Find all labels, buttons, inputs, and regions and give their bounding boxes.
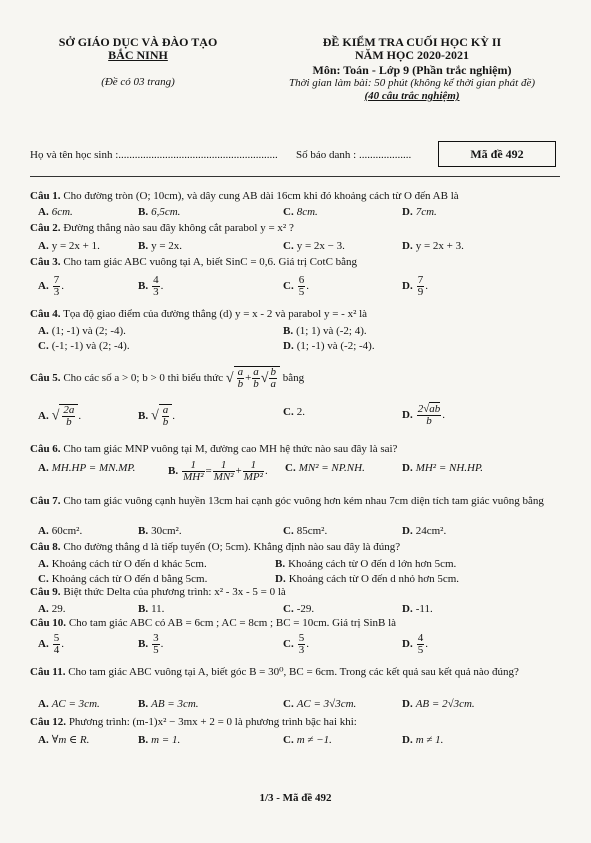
- department-name: SỞ GIÁO DỤC VÀ ĐÀO TẠO: [58, 35, 218, 49]
- option-b[interactable]: B. 11.: [138, 603, 165, 615]
- question-text: Cho tam giác ABC có AB = 6cm ; AC = 8cm ; BC = 10cm. Giá trị SinB là: [68, 617, 397, 629]
- option-b[interactable]: B. √ $\frac{a}{b}$ .: [138, 404, 176, 428]
- question-3: Câu 3. Cho tam giác ABC vuông tại A, biết SinC = 0,6. Giá trị CotC bằng: [30, 256, 358, 268]
- question-9: Câu 9. Biệt thức Delta của phương trình: x² - 3x - 5 = 0 là: [30, 586, 286, 598]
- option-c[interactable]: C. 85cm².: [283, 525, 328, 537]
- option-c[interactable]: C. MN² = NP.NH.: [285, 462, 365, 474]
- option-b[interactable]: B. y = 2x.: [138, 240, 183, 252]
- option-b[interactable]: B. AB = 3cm.: [138, 698, 199, 710]
- page-count-note: (Đề có 03 trang): [101, 76, 175, 88]
- option-c[interactable]: C. y = 2x − 3.: [283, 240, 345, 252]
- option-d[interactable]: D. m ≠ 1.: [402, 734, 444, 746]
- question-text: Cho các số a > 0; b > 0 thì biểu thức: [63, 372, 224, 385]
- answers-7: [30, 523, 570, 541]
- question-1: [30, 190, 570, 203]
- answers-3: [30, 275, 570, 301]
- question-text: Biệt thức Delta của phương trình: x² - 3x - 5 = 0 là: [63, 586, 286, 598]
- option-b[interactable]: B. 6,5cm.: [138, 206, 181, 218]
- option-c[interactable]: C. AC = 3√3cm.: [283, 698, 357, 710]
- header-divider: [30, 176, 560, 177]
- question-text: Cho đường thẳng d là tiếp tuyến (O; 5cm). Khẳng định nào sau đây là đúng?: [63, 541, 401, 553]
- question-text: Cho đường tròn (O; 10cm), và dây cung AB dài 16cm khi đó khoảng cách từ O đến AB là: [63, 190, 459, 202]
- school-header: [38, 36, 238, 89]
- exam-title: ĐỀ KIỂM TRA CUỐI HỌC KỲ II: [322, 35, 502, 49]
- province-name: BẮC NINH: [108, 48, 168, 62]
- option-a[interactable]: A. ∀m ∈ R.: [38, 734, 90, 746]
- option-c[interactable]: C. 8cm.: [283, 206, 318, 218]
- option-b[interactable]: B. 30cm².: [138, 525, 182, 537]
- option-d[interactable]: D. $\frac{2√ab}{b}$ .: [402, 403, 445, 427]
- option-c[interactable]: C. 2.: [283, 406, 305, 418]
- option-a[interactable]: A. 6cm.: [38, 206, 73, 218]
- option-d[interactable]: D. (1; -1) và (-2; -4).: [283, 340, 375, 352]
- student-info-row: [30, 141, 560, 167]
- option-a[interactable]: A. $\frac{5}{4}$ .: [38, 632, 64, 656]
- option-a[interactable]: A. MH.HP = MN.MP.: [38, 462, 136, 474]
- option-c[interactable]: C. m ≠ −1.: [283, 734, 332, 746]
- answers-6: [30, 460, 570, 486]
- exam-header: [262, 36, 562, 103]
- option-a[interactable]: A. 29.: [38, 603, 66, 615]
- duration-line: Thời gian làm bài: 50 phút (không kể thời gian phát đề): [288, 77, 536, 89]
- option-c[interactable]: C. $\frac{6}{5}$ .: [283, 274, 309, 298]
- question-text: Cho tam giác MNP vuông tại M, đường cao MH hệ thức nào sau đây là sai?: [63, 443, 398, 455]
- option-d[interactable]: D. MH² = NH.HP.: [402, 462, 484, 474]
- question-text: Đường thẳng nào sau đây không cắt parabol y = x² ?: [63, 222, 294, 234]
- option-b[interactable]: B. m = 1.: [138, 734, 181, 746]
- answers-2: [30, 238, 570, 256]
- option-b[interactable]: B. $\frac{3}{5}$ .: [138, 632, 164, 656]
- option-a[interactable]: A. Khoảng cách từ O đến d khác 5cm.: [38, 558, 207, 570]
- option-c[interactable]: C. Khoảng cách từ O đến d bằng 5cm.: [38, 573, 208, 585]
- option-a[interactable]: A. y = 2x + 1.: [38, 240, 100, 252]
- question-12: Câu 12. Phương trình: (m-1)x² − 3mx + 2 = 0 là phương trình bậc hai khi:: [30, 716, 357, 728]
- question-6: Câu 6. Cho tam giác MNP vuông tại M, đường cao MH hệ thức nào sau đây là sai?: [30, 443, 398, 455]
- page-footer: 1/3 - Mã đề 492: [259, 792, 332, 804]
- exam-code-box: Mã đề 492: [438, 141, 556, 167]
- question-text: Cho tam giác ABC vuông tại A, biết góc B = 30⁰, BC = 6cm. Trong các kết quả sau kết quả nào đúng?: [68, 666, 519, 678]
- question-5: Câu 5. Cho các số a > 0; b > 0 thì biểu thức √ $\frac{a}{b}$ + $\frac{a}{b}$ √ $\frac{b}{a}$ bằng: [30, 366, 305, 390]
- option-d[interactable]: D. y = 2x + 3.: [402, 240, 464, 252]
- option-d[interactable]: D. $\frac{7}{9}$ .: [402, 274, 428, 298]
- option-b[interactable]: B. Khoảng cách từ O đến d lớn hơn 5cm.: [275, 558, 457, 570]
- option-b[interactable]: B. $\frac{1}{\text{MH²}}$ = $\frac{1}{\text{MN²}}$ + $\frac{1}{\text{MP²}}$ .: [168, 459, 268, 483]
- question-8: Câu 8. Cho đường thẳng d là tiếp tuyến (O; 5cm). Khẳng định nào sau đây là đúng?: [30, 541, 401, 553]
- school-year: NĂM HỌC 2020-2021: [355, 48, 469, 62]
- question-7: Câu 7. Cho tam giác vuông cạnh huyền 13cm hai cạnh góc vuông hơn kém nhau 7cm diện tích tam giác vuông bằng: [30, 495, 544, 507]
- option-a[interactable]: A. (1; -1) và (2; -4).: [38, 325, 126, 337]
- question-text: Tọa độ giao điểm của đường thẳng (d) y = x - 2 và parabol y = - x² là: [63, 308, 368, 320]
- question-text: Cho tam giác ABC vuông tại A, biết SinC = 0,6. Giá trị CotC bằng: [63, 256, 358, 268]
- subject-line: Môn: Toán - Lớp 9 (Phần trắc nghiệm): [312, 63, 512, 77]
- question-2: Câu 2. Đường thẳng nào sau đây không cắt parabol y = x² ?: [30, 222, 294, 234]
- question-4: Câu 4. Tọa độ giao điểm của đường thẳng (d) y = x - 2 và parabol y = - x² là: [30, 308, 368, 320]
- option-a[interactable]: A. $\frac{7}{3}$ .: [38, 274, 64, 298]
- option-a[interactable]: A. √ $\frac{2a}{b}$ .: [38, 404, 82, 428]
- question-count: (40 câu trắc nghiệm): [364, 90, 460, 102]
- option-d[interactable]: D. $\frac{4}{5}$ .: [402, 632, 428, 656]
- answers-5: [30, 404, 570, 432]
- option-b[interactable]: B. (1; 1) và (-2; 4).: [283, 325, 367, 337]
- option-a[interactable]: A. AC = 3cm.: [38, 698, 100, 710]
- option-d[interactable]: D. Khoảng cách từ O đến d nhỏ hơn 5cm.: [275, 573, 460, 585]
- option-c[interactable]: C. $\frac{5}{3}$ .: [283, 632, 309, 656]
- option-c[interactable]: C. (-1; -1) và (2; -4).: [38, 340, 130, 352]
- option-b[interactable]: B. $\frac{4}{3}$ .: [138, 274, 164, 298]
- question-11: Câu 11. Cho tam giác ABC vuông tại A, biết góc B = 30⁰, BC = 6cm. Trong các kết quả sau kết quả nào đúng?: [30, 666, 519, 678]
- option-d[interactable]: D. 24cm².: [402, 525, 447, 537]
- option-d[interactable]: D. AB = 2√3cm.: [402, 698, 475, 710]
- student-name-label[interactable]: Họ và tên học sinh :..........................................................: [30, 149, 278, 161]
- option-d[interactable]: D. -11.: [402, 603, 433, 615]
- student-id-label[interactable]: Số báo danh : ...................: [296, 149, 412, 161]
- option-a[interactable]: A. 60cm².: [38, 525, 83, 537]
- answers-4-row2: [30, 338, 570, 356]
- answers-12: [30, 732, 570, 750]
- answers-11: [30, 696, 570, 714]
- question-text: Phương trình: (m-1)x² − 3mx + 2 = 0 là phương trình bậc hai khi:: [68, 716, 357, 728]
- question-text: Cho tam giác vuông cạnh huyền 13cm hai cạnh góc vuông hơn kém nhau 7cm diện tích tam giác vuông bằng: [63, 495, 544, 507]
- option-d[interactable]: D. 7cm.: [402, 206, 437, 218]
- question-10: Câu 10. Cho tam giác ABC có AB = 6cm ; AC = 8cm ; BC = 10cm. Giá trị SinB là: [30, 617, 397, 629]
- answers-10: [30, 633, 570, 659]
- question-label: Câu 1.: [30, 190, 61, 202]
- expression: √ $\frac{a}{b}$ + $\frac{a}{b}$ √ $\frac{b}{a}$: [226, 372, 280, 384]
- answers-1: [30, 204, 570, 222]
- option-c[interactable]: C. -29.: [283, 603, 315, 615]
